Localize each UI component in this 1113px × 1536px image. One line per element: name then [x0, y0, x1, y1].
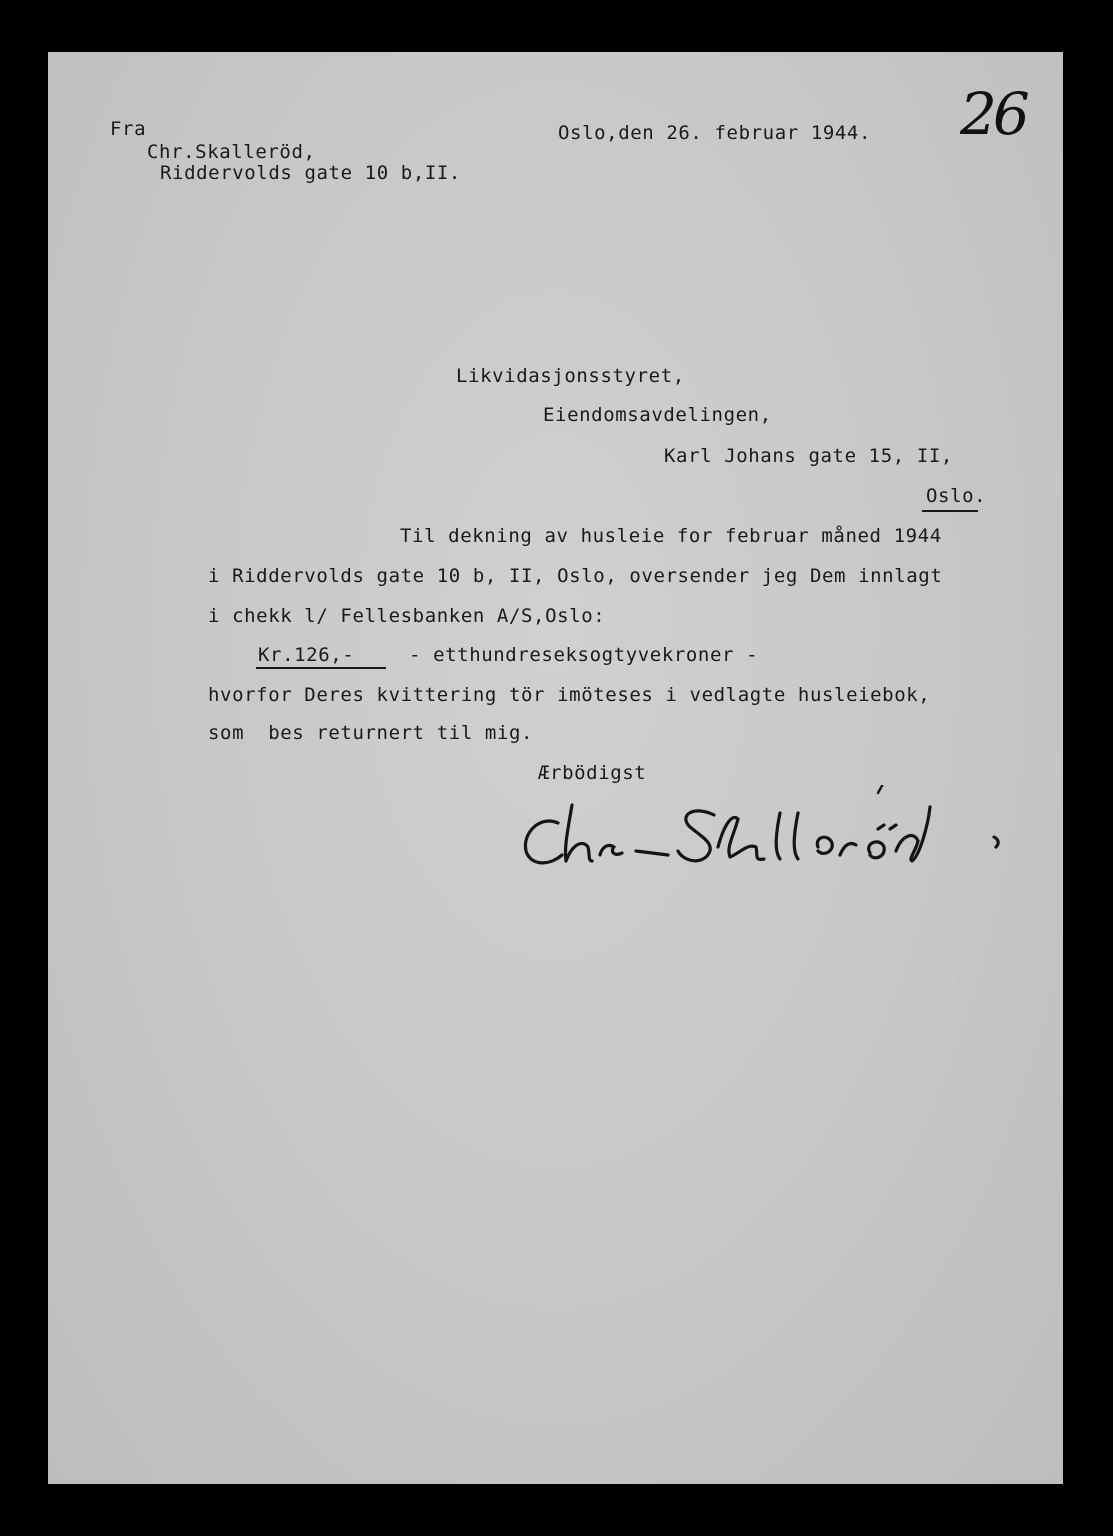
body-line-3: i chekk l/ Fellesbanken A/S,Oslo: — [208, 605, 606, 627]
recipient-line-2: Eiendomsavdelingen, — [543, 404, 772, 426]
amount-underline — [256, 667, 386, 669]
sender-label: Fra — [110, 118, 147, 140]
recipient-city-period: . — [974, 485, 987, 507]
amount-in-words: - etthundreseksogtyvekroner - — [409, 644, 759, 666]
recipient-line-1: Likvidasjonsstyret, — [456, 365, 685, 387]
recipient-city-line — [926, 487, 986, 506]
recipient-line-3: Karl Johans gate 15, II, — [664, 445, 953, 467]
closing-salutation: Ærbödigst — [538, 762, 647, 784]
amount-figure: Kr.126,- — [258, 644, 355, 666]
sender-address: Riddervolds gate 10 b,II. — [160, 162, 461, 184]
body-line-5: hvorfor Deres kvittering tör imöteses i vedlagte husleiebok, — [208, 684, 931, 706]
body-line-2: i Riddervolds gate 10 b, II, Oslo, oversender jeg Dem innlagt — [208, 565, 943, 587]
sender-name: Chr.Skalleröd, — [147, 141, 316, 163]
body-line-1: Til dekning av husleie for februar måned 1944 — [400, 525, 942, 547]
handwritten-signature — [518, 785, 1018, 895]
date-line: Oslo,den 26. februar 1944. — [558, 122, 872, 144]
body-line-6: som bes returnert til mig. — [208, 722, 534, 744]
folio-number: 26 — [960, 80, 1026, 148]
city-underline — [922, 510, 978, 512]
recipient-city: Oslo — [926, 485, 975, 507]
